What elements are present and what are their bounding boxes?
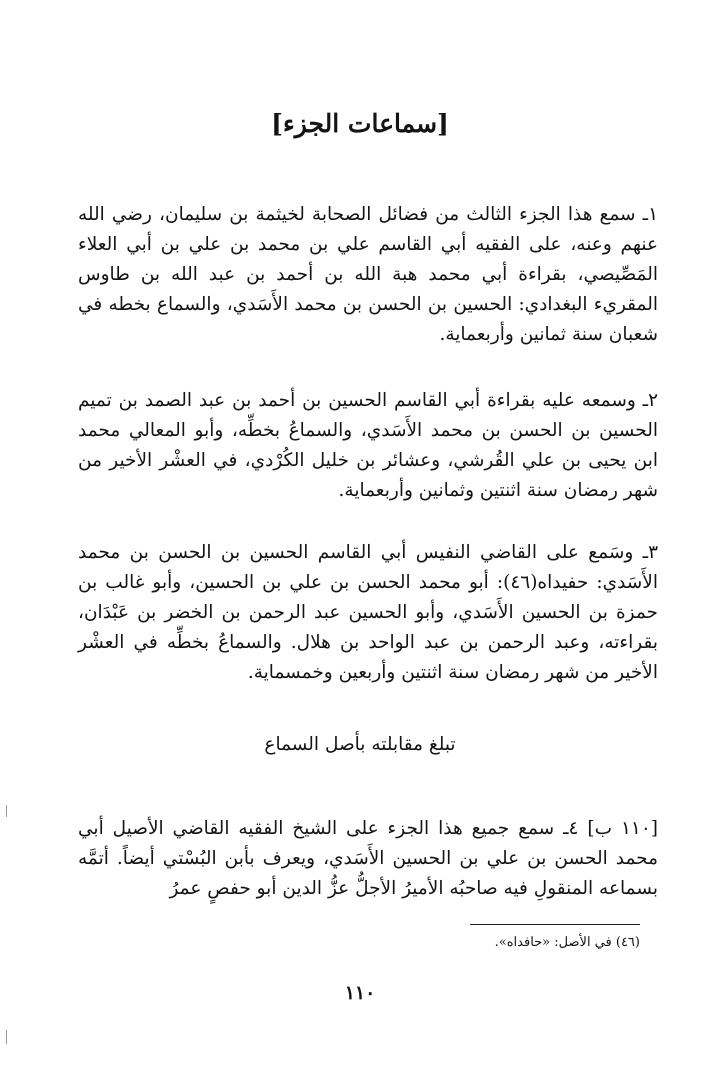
- page-number: ١١٠: [344, 982, 376, 1004]
- paragraph-4: [١١٠ ب] ٤ـ سمع جميع هذا الجزء على الشيخ الفقيه القاضي الأصيل أبي محمد الحسن بن علي بن الحسين الأَسَدي، ويعرف بأبن البُسْتي أيضاً. أتمَّه بسماعه المنقولِ فيه صاحبُه الأميرُ الأجلُّ عزُّ الدين أبو حفصٍ عمرُ: [78, 818, 658, 899]
- collation-note: تبلغ مقابلته بأصل السماع: [264, 734, 456, 755]
- paragraph-1: ١ـ سمع هذا الجزء الثالث من فضائل الصحابة لخيثمة بن سليمان، رضي الله عنهم وعنه، على الفقيه أبي القاسم علي بن محمد بن علي بن أبي العلاء المَصِّيصي، بقراءة أبي محمد هبة الله بن أحمد بن عبد الله بن طاوس المقريء البغدادي: الحسين بن الحسن بن محمد الأَسَدي، والسماع بخطه في شعبان سنة ثمانين وأربعماية.: [78, 204, 658, 345]
- section-title: [سماعات الجزء]: [271, 109, 449, 138]
- paragraph-3: ٣ـ وسَمع على القاضي النفيس أبي القاسم الحسين بن الحسن بن محمد الأَسَدي: حفيداه(٤٦): أبو محمد الحسن بن علي بن الحسين، وأبو غالب بن حمزة بن الحسين الأَسَدي، وأبو الحسين عبد الرحمن بن الخضر بن عَبْدَان، بقراءته، وعبد الرحمن بن عبد الواحد بن هلال. والسماعُ بخطِّه في العشْر الأخير من شهر رمضان سنة اثنتين وأربعين وخمسماية.: [78, 542, 658, 683]
- footnote-divider: [470, 924, 640, 925]
- scan-edge-mark: [6, 1030, 7, 1044]
- paragraph-2: ٢ـ وسمعه عليه بقراءة أبي القاسم الحسين بن أحمد بن عبد الصمد بن تميم الحسين بن الحسن بن محمد الأَسَدي، والسماعُ بخطِّه، وأبو المعالي محمد ابن يحيى بن علي القُرشي، وعشائر بن خليل الكُرْدي، في العشْر الأخير من شهر رمضان سنة اثنتين وثمانين وأربعماية.: [78, 390, 658, 501]
- footnote: (٤٦) في الأصل: «حافداه».: [494, 935, 640, 950]
- scan-edge-mark: [6, 805, 7, 817]
